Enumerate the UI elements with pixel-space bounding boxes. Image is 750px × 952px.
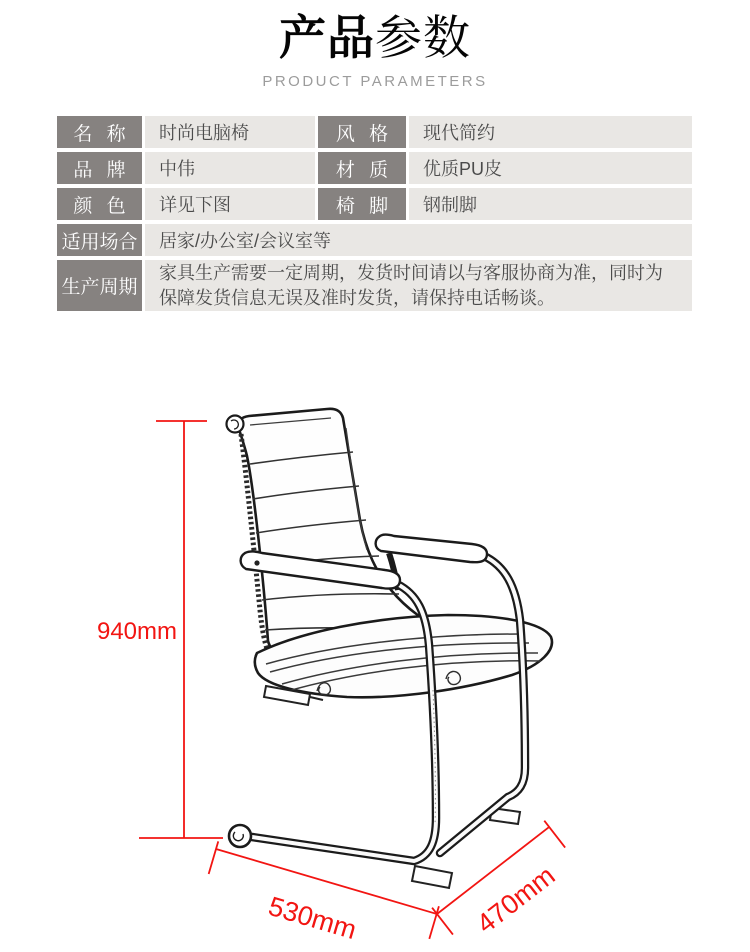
width-dimension-label: 530mm	[265, 890, 360, 946]
param-label-occasion: 适用场合	[57, 224, 142, 256]
param-value-material: 优质PU皮	[409, 152, 692, 184]
param-label-name: 名 称	[57, 116, 142, 148]
depth-dimension-label: 470mm	[471, 860, 561, 940]
param-label-material: 材 质	[318, 152, 406, 184]
param-label-color: 颜 色	[57, 188, 142, 220]
param-value-legs: 钢制脚	[409, 188, 692, 220]
param-value-leadtime: 家具生产需要一定周期，发货时间请以与客服协商为准，同时为保障发货信息无误及准时发货，请保持电话畅谈。	[145, 260, 692, 311]
param-value-name: 时尚电脑椅	[145, 116, 315, 148]
param-value-style: 现代简约	[409, 116, 692, 148]
param-value-color: 详见下图	[145, 188, 315, 220]
param-label-brand: 品 牌	[57, 152, 142, 184]
ball-foot	[229, 825, 251, 847]
page-title-light: 参数	[375, 11, 471, 64]
param-label-legs: 椅 脚	[318, 188, 406, 220]
param-label-style: 风 格	[318, 116, 406, 148]
page-title-bold: 产品	[279, 11, 375, 64]
param-label-leadtime: 生产周期	[57, 260, 142, 311]
height-dimension-label: 940mm	[96, 618, 177, 645]
dimension-height	[97, 421, 223, 838]
page-subtitle: PRODUCT PARAMETERS	[262, 73, 488, 90]
param-value-occasion: 居家/办公室/会议室等	[145, 224, 692, 256]
param-value-brand: 中伟	[145, 152, 315, 184]
